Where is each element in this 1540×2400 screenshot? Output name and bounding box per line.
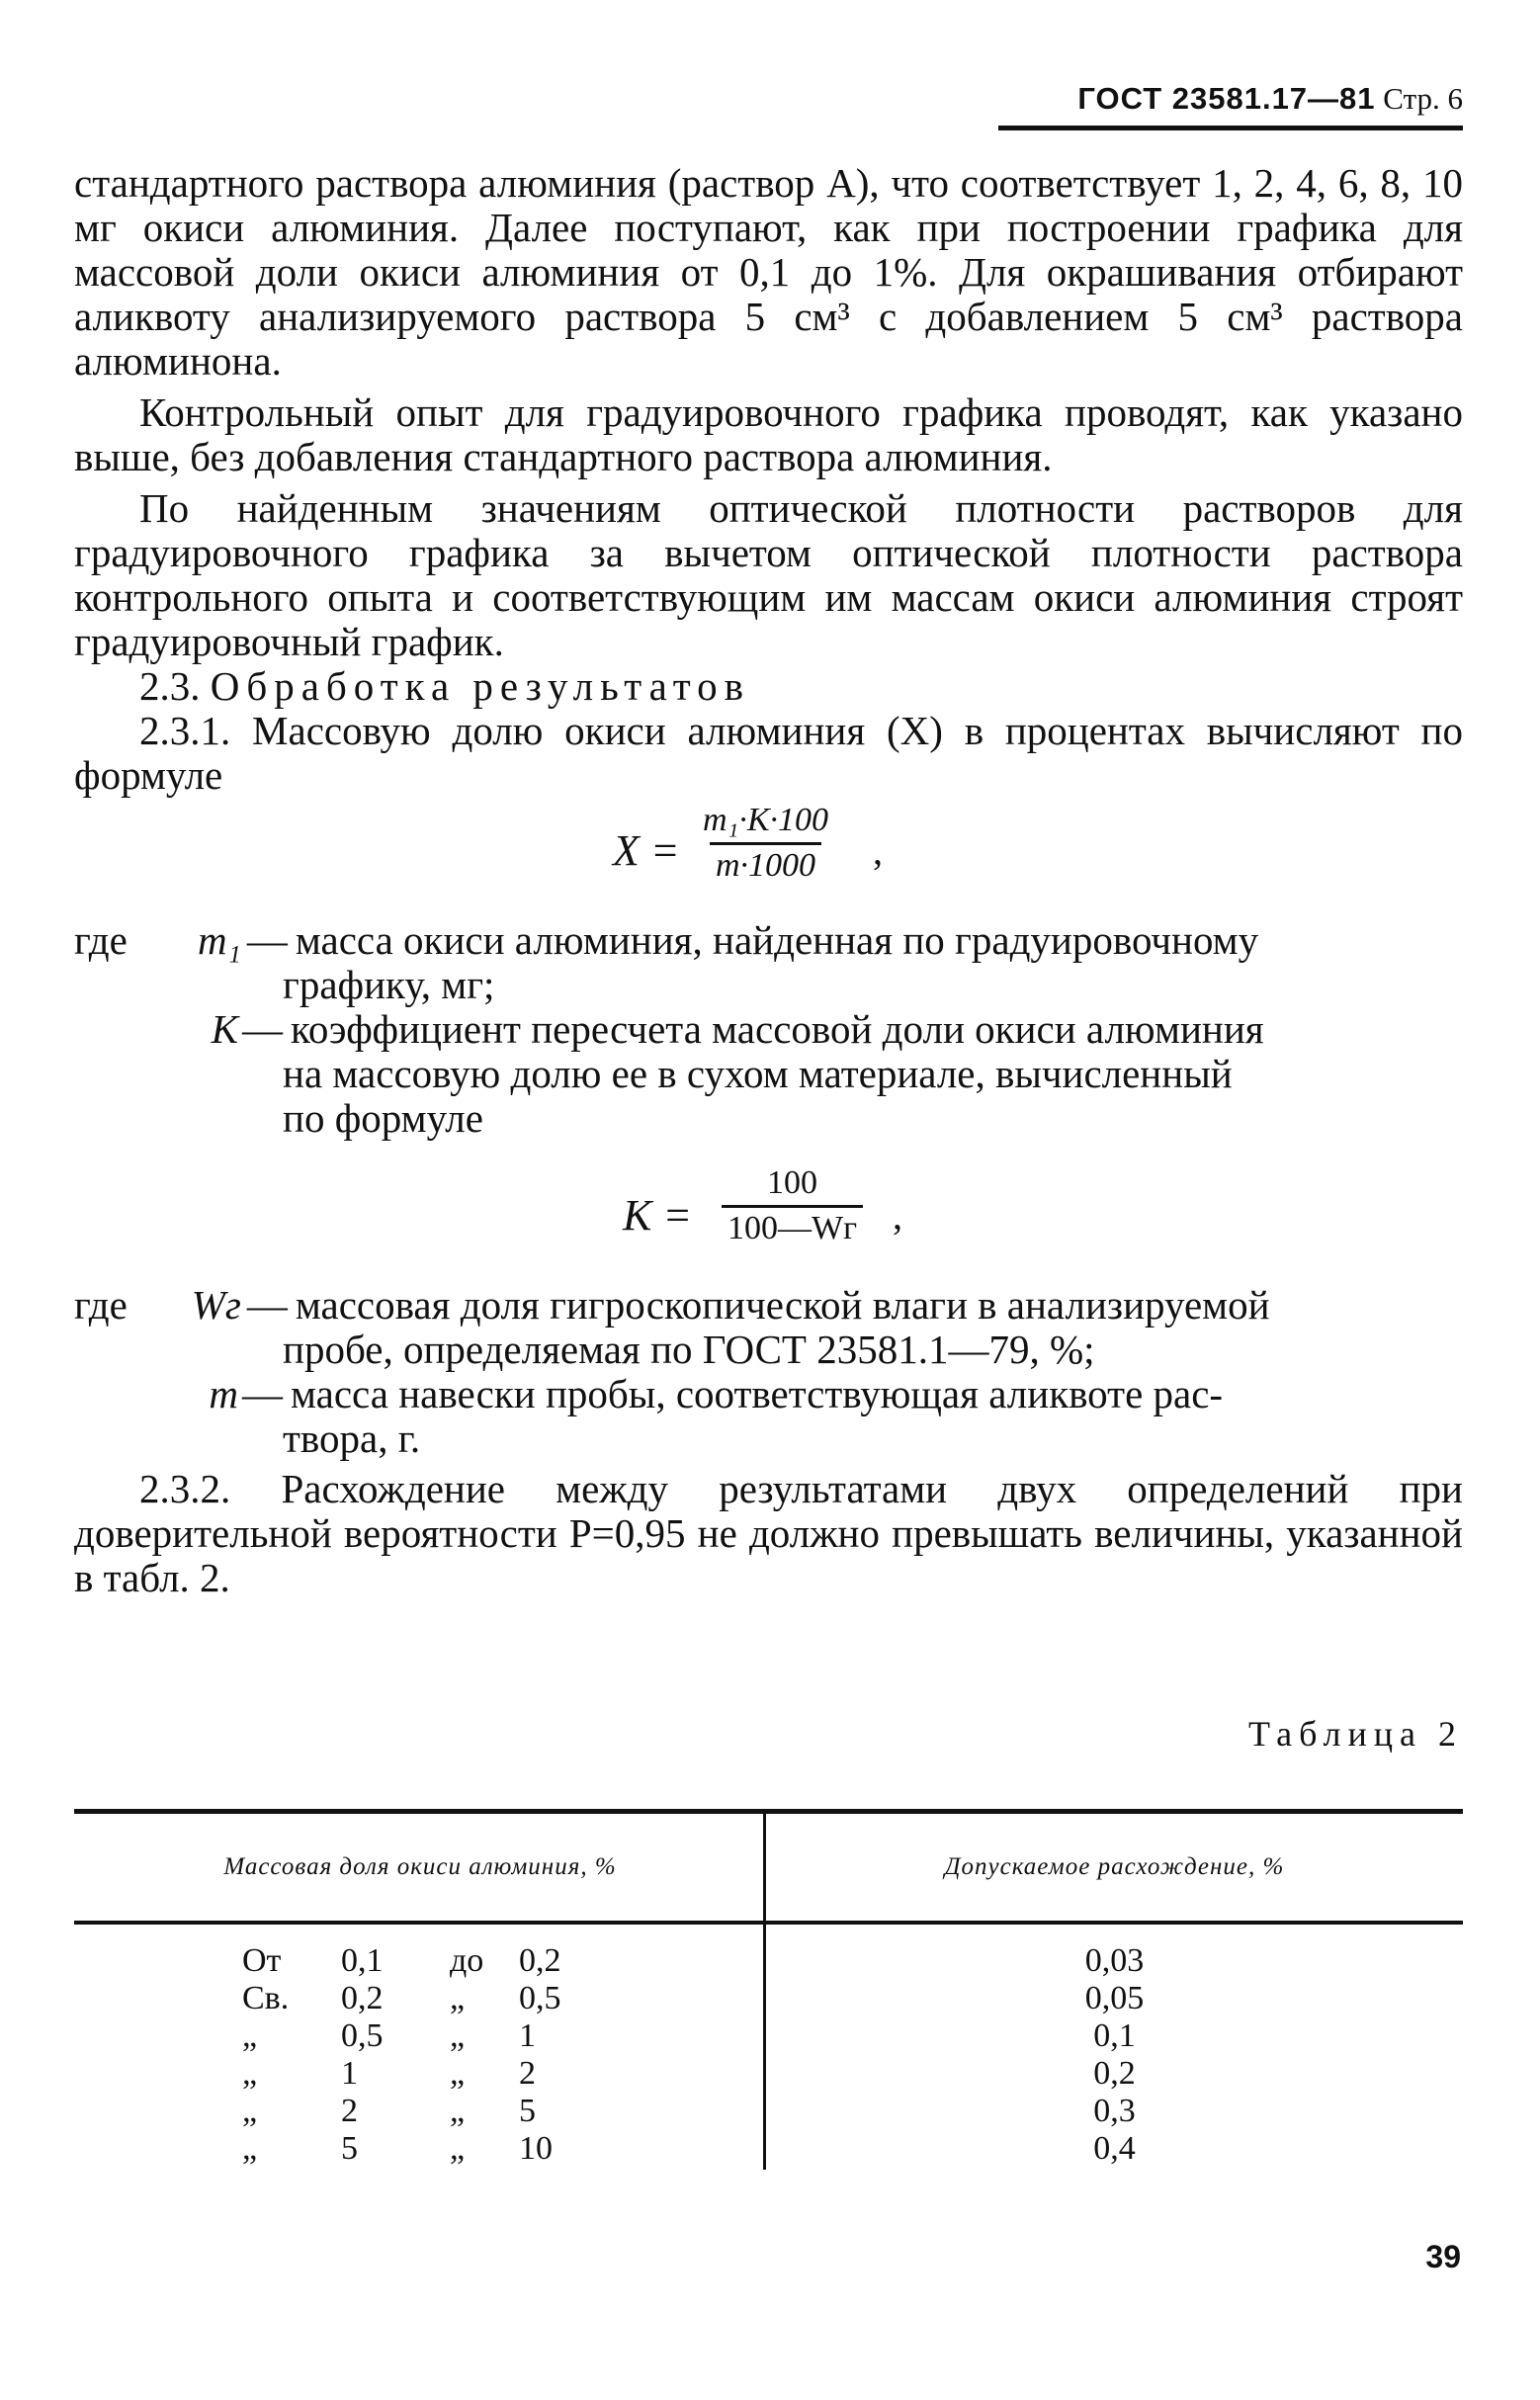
formula-x-comma: , xyxy=(873,828,883,873)
symbol-m1: m₁ xyxy=(197,917,241,963)
tolerance-value: 0,4 xyxy=(1093,2130,1136,2167)
where-label-2: где xyxy=(74,1282,128,1328)
definition-m1 xyxy=(74,918,1463,963)
standard-code: ГОСТ 23581.17—81 xyxy=(1077,81,1376,116)
range-from: 0,5 xyxy=(341,2017,384,2054)
formula-x-lhs: X = xyxy=(613,826,680,875)
range-prefix: „ xyxy=(242,2130,258,2167)
m1-description: масса окиси алюминия, найденная по градуировочному xyxy=(295,917,1259,963)
range-to: 0,2 xyxy=(519,1942,561,1979)
range-to-word: „ xyxy=(450,2093,466,2129)
formula-x-fraction xyxy=(697,802,834,885)
range-to-word: „ xyxy=(450,2130,466,2167)
dash: — xyxy=(246,1282,288,1328)
paragraph-2: Контрольный опыт для градуировочного графика проводят, как указано выше, без добавления стандартного раствора алюминия. xyxy=(74,389,1463,479)
tolerance-column xyxy=(766,1942,1463,2170)
range-prefix: Св. xyxy=(242,1980,290,2016)
document-body xyxy=(74,161,1463,1600)
definition-m xyxy=(74,1372,1463,1416)
range-prefix: „ xyxy=(242,2055,258,2092)
paragraph-1: стандартного раствора алюминия (раствор А), что соответствует 1, 2, 4, 6, 8, 10 мг окиси алюминия. Далее поступают, как при построении графика для массовой доли окиси алюминия от 0,1 до 1%. Для окрашивания отбирают аликвоту анализируемого раствора 5 см³ с добавлением 5 см³ раствора алюминона. xyxy=(74,160,1463,384)
range-to: 1 xyxy=(519,2017,536,2054)
w-description-cont: пробе, определяемая по ГОСТ 23581.1—79, %; xyxy=(283,1327,1095,1372)
table-row xyxy=(74,1980,766,2017)
range-prefix: „ xyxy=(242,2093,258,2129)
paragraph-3: По найденным значениям оптической плотности растворов для градуировочного графика за вычетом оптической плотности раствора контрольного опыта и соответствующим им массам окиси алюминия строят градуировочный график. xyxy=(74,485,1463,664)
table-row xyxy=(74,1942,766,1980)
definition-k-cont1 xyxy=(74,1052,1463,1096)
range-to: 5 xyxy=(519,2093,536,2129)
tolerance-value: 0,05 xyxy=(1084,1980,1145,2016)
range-to: 10 xyxy=(519,2130,553,2167)
definition-w xyxy=(74,1283,1463,1328)
m-description-cont: твора, г. xyxy=(283,1415,421,1461)
formula-k-fraction xyxy=(722,1164,863,1247)
range-to-word: „ xyxy=(450,1980,466,2016)
table-body xyxy=(74,1925,1463,2170)
w-description: массовая доля гигроскопической влаги в анализируемой xyxy=(295,1282,1270,1328)
section-title: Обработка результатов xyxy=(210,663,751,709)
range-to-word: „ xyxy=(450,2055,466,2092)
col-header-tolerance: Допускаемое расхождение, % xyxy=(944,1853,1285,1880)
m1-description-cont: графику, мг; xyxy=(283,962,495,1007)
where-label: где xyxy=(74,917,128,963)
paragraph-2-3-1: 2.3.1. Массовую долю окиси алюминия (X) в процентах вычисляют по формуле xyxy=(74,708,1463,798)
formula-k-numerator: 100 xyxy=(767,1164,818,1201)
range-from: 0,1 xyxy=(341,1942,384,1979)
definition-m1-cont xyxy=(74,963,1463,1007)
formula-k-denominator: 100—Wг xyxy=(722,1205,863,1247)
range-from: 1 xyxy=(341,2055,358,2092)
section-heading-2-3 xyxy=(74,664,1463,709)
formula-k-comma: , xyxy=(893,1193,902,1238)
formula-k-lhs: K = xyxy=(623,1191,693,1240)
table-row xyxy=(74,2093,766,2130)
column-divider xyxy=(763,1925,766,2170)
range-from: 5 xyxy=(341,2130,358,2167)
tolerance-value: 0,03 xyxy=(1084,1942,1145,1979)
tolerance-table xyxy=(74,1809,1463,2170)
dash: — xyxy=(242,1371,283,1416)
table-row xyxy=(74,2130,766,2168)
dash: — xyxy=(242,1006,283,1052)
column-divider xyxy=(763,1814,766,1921)
definition-k xyxy=(74,1007,1463,1052)
tolerance-value: 0,1 xyxy=(1093,2017,1136,2054)
range-prefix: „ xyxy=(242,2017,258,2054)
k-description-cont2: по формуле xyxy=(283,1095,483,1141)
symbol-m: m xyxy=(209,1371,238,1416)
definition-m-cont xyxy=(74,1416,1463,1461)
definition-w-cont xyxy=(74,1328,1463,1372)
range-from: 0,2 xyxy=(341,1980,384,2016)
range-to-word: „ xyxy=(450,2017,466,2054)
tolerance-value: 0,2 xyxy=(1093,2055,1136,2092)
dash: — xyxy=(246,917,288,963)
page-header xyxy=(1077,81,1463,117)
range-to-word: до xyxy=(450,1942,484,1979)
table-row xyxy=(74,2055,766,2093)
tolerance-value: 0,3 xyxy=(1093,2093,1136,2129)
range-to: 2 xyxy=(519,2055,536,2092)
mass-fraction-column xyxy=(74,1942,766,2170)
k-description-cont1: на массовую долю ее в сухом материале, вычисленный xyxy=(283,1051,1233,1096)
section-number: 2.3. xyxy=(139,663,201,709)
symbol-w: Wг xyxy=(191,1282,241,1328)
m-description: масса навески пробы, соответствующая аликвоте рас- xyxy=(291,1371,1224,1416)
table-header xyxy=(74,1814,1463,1921)
page-number: 39 xyxy=(1425,2239,1461,2274)
header-rule xyxy=(998,126,1463,130)
paragraph-2-3-2: 2.3.2. Расхождение между результатами двух определений при доверительной вероятности P=0,95 не должно превышать величины, указанной в табл. 2. xyxy=(74,1466,1463,1600)
col-header-mass-fraction: Массовая доля окиси алюминия, % xyxy=(223,1853,617,1880)
table-title: Таблица 2 xyxy=(1248,1714,1463,1754)
k-description: коэффициент пересчета массовой доли окиси алюминия xyxy=(291,1006,1264,1052)
range-to: 0,5 xyxy=(519,1980,561,2016)
definition-k-cont2 xyxy=(74,1096,1463,1141)
range-from: 2 xyxy=(341,2093,358,2129)
range-prefix: От xyxy=(242,1942,282,1979)
formula-x-denominator: m·1000 xyxy=(710,842,821,885)
symbol-k: K xyxy=(211,1006,238,1052)
formula-x-numerator: m₁·K·100 xyxy=(703,802,829,838)
formula-x xyxy=(74,798,1463,897)
formula-k xyxy=(74,1155,1463,1273)
page-label: Стр. 6 xyxy=(1383,81,1463,116)
table-row xyxy=(74,2017,766,2055)
